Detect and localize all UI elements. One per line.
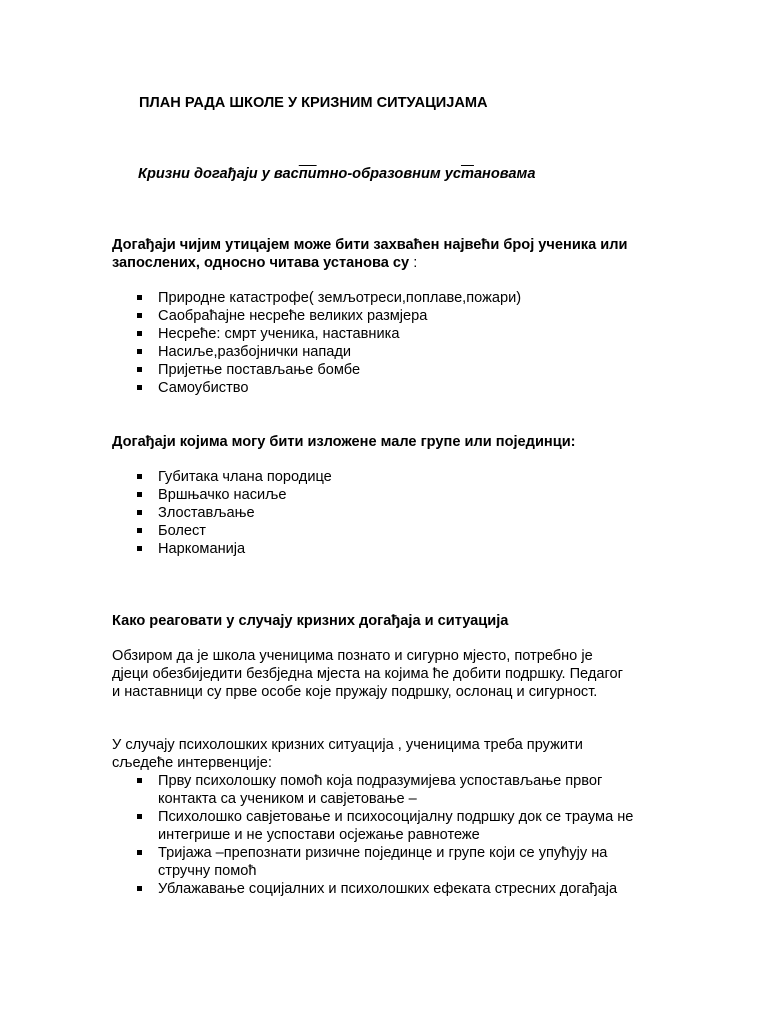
list-item-text: Несреће: смрт ученика, наставника — [158, 326, 400, 342]
bullet-icon — [137, 528, 142, 533]
bullet-icon — [137, 850, 142, 855]
list-item — [112, 379, 672, 397]
section1-heading-tail: : — [409, 255, 418, 271]
bullet-icon — [137, 474, 142, 479]
list-item — [112, 361, 672, 379]
subtitle-part-2: тно-образовним ус — [316, 166, 461, 182]
section1-heading-bold: Догађаји чијим утицајем може бити захваћен највећи број ученика или запослених, односно читава установа су — [112, 237, 628, 271]
list-item-text: Тријажа –препознати ризичне појединце и групе који се упућују на стручну помоћ — [158, 845, 608, 879]
list-item — [112, 343, 672, 361]
bullet-icon — [137, 546, 142, 551]
list-item — [112, 772, 613, 808]
document-title: ПЛАН РАДА ШКОЛЕ У КРИЗНИМ СИТУАЦИЈАМА — [139, 95, 488, 111]
list-item-text: Наркоманија — [158, 541, 246, 557]
section3-list — [112, 772, 672, 898]
list-item-text: Ублажавање социјалних и психолошких ефеката стресних догађаја — [158, 881, 618, 897]
bullet-icon — [137, 349, 142, 354]
section3-paragraph-2: У случају психолошких кризних ситуација , ученицима треба пружити сљедеће интервенције: — [112, 737, 583, 771]
list-item-text: Природне катастрофе( земљотреси,поплаве,пожари) — [158, 290, 522, 306]
bullet-icon — [137, 385, 142, 390]
list-item — [112, 307, 672, 325]
bullet-icon — [137, 814, 142, 819]
bullet-icon — [137, 313, 142, 318]
list-item-text: Злостављање — [158, 505, 255, 521]
list-item — [112, 504, 672, 522]
list-item — [112, 844, 628, 880]
document-subtitle — [138, 165, 535, 183]
list-item-text: Болест — [158, 523, 206, 539]
list-item-text: Пријетње постављање бомбе — [158, 362, 361, 378]
list-item — [112, 289, 672, 307]
list-item-text: Губитака члана породице — [158, 469, 332, 485]
list-item — [112, 325, 672, 343]
bullet-icon — [137, 295, 142, 300]
section1-heading — [112, 236, 672, 272]
list-item — [112, 808, 653, 844]
list-item — [112, 522, 672, 540]
bullet-icon — [137, 331, 142, 336]
list-item-text: Вршњачко насиље — [158, 487, 287, 503]
list-item-text: Самоубиство — [158, 380, 249, 396]
list-item-text: Прву психолошку помоћ која подразумијева успостављање првог контакта са учеником и савјетовање – — [158, 773, 603, 807]
section3-heading: Како реаговати у случају кризних догађаја и ситуација — [112, 613, 509, 629]
section2-list — [112, 468, 672, 558]
list-item — [112, 880, 672, 898]
subtitle-overline-2: т — [460, 166, 474, 182]
list-item-text: Психолошко савјетовање и психосоцијалну подршку док се траума не интегрише и не успостави осјежање равнотеже — [158, 809, 634, 843]
list-item — [112, 468, 672, 486]
subtitle-part-1: Кризни догађаји у вас — [138, 166, 299, 182]
bullet-icon — [137, 492, 142, 497]
list-item — [112, 540, 672, 558]
bullet-icon — [137, 367, 142, 372]
section3-paragraph-1: Обзиром да је школа ученицима познато и сигурно мјесто, потребно је дјеци обезбиједити безбједна мјеста на којима ће добити подршку. Педагог и наставници су прве особе које пружају подршку, ослонац и сигурност. — [112, 648, 623, 700]
section2-heading: Догађаји којима могу бити изложене мале групе или појединци: — [112, 434, 576, 450]
bullet-icon — [137, 886, 142, 891]
bullet-icon — [137, 778, 142, 783]
list-item-text: Саобраћајне несреће великих размјера — [158, 308, 428, 324]
list-item-text: Насиље,разбојнички напади — [158, 344, 352, 360]
subtitle-overline-1: пи — [298, 166, 317, 182]
subtitle-part-3: ановама — [473, 166, 536, 182]
section1-list — [112, 289, 672, 397]
list-item — [112, 486, 672, 504]
bullet-icon — [137, 510, 142, 515]
